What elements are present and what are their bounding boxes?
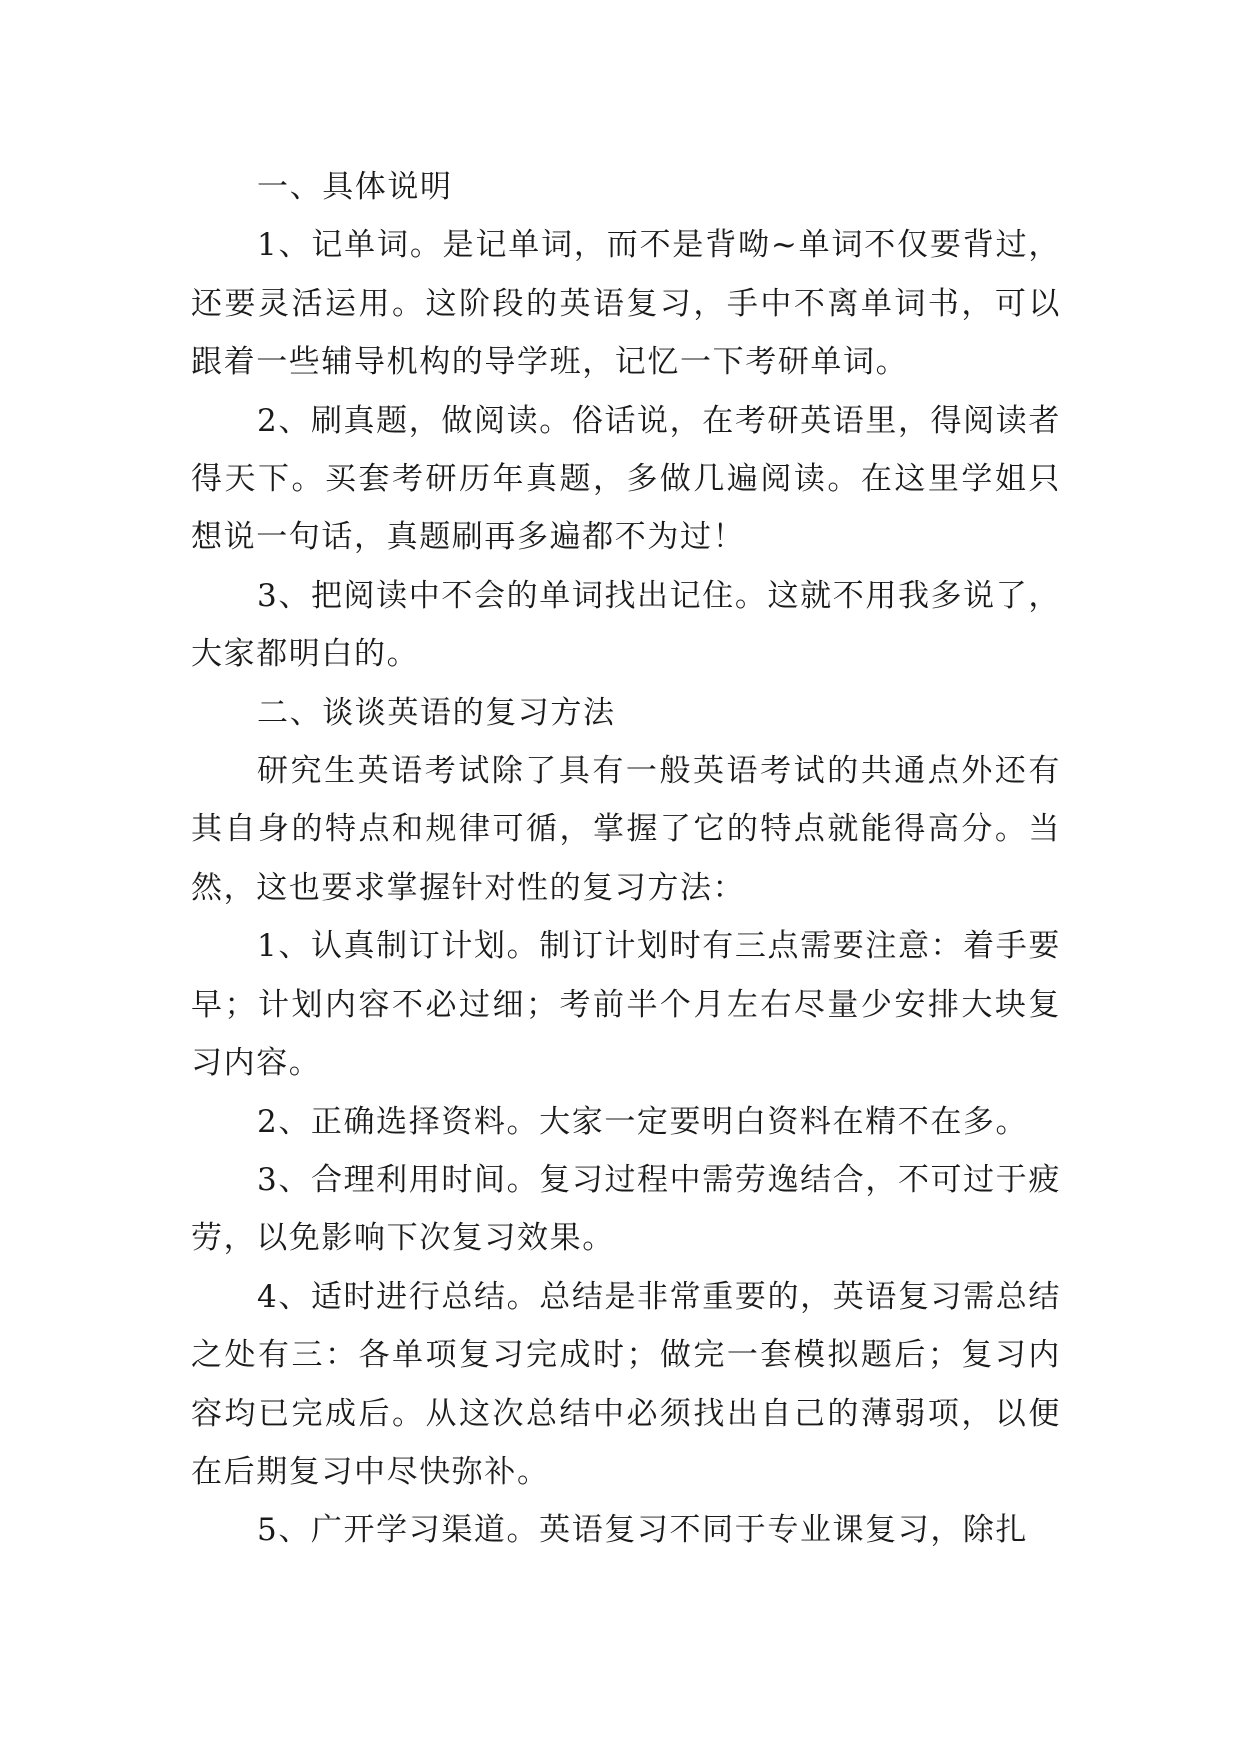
paragraph-memorize-words: 1、记单词。是记单词，而不是背呦~单词不仅要背过，还要灵活运用。这阶段的英语复习，手中不离单词书，可以跟着一些辅导机构的导学班，记忆一下考研单词。 [191,227,1061,381]
document-body [191,158,1061,1560]
paragraph-exam-intro: 研究生英语考试除了具有一般英语考试的共通点外还有其自身的特点和规律可循，掌握了它的特点就能得高分。当然，这也要求掌握针对性的复习方法： [191,753,1061,906]
section-heading-review-methods: 二、谈谈英语的复习方法 [257,694,616,731]
paragraph-past-exams: 2、刷真题，做阅读。俗话说，在考研英语里，得阅读者得天下。买套考研历年真题，多做几遍阅读。在这里学姐只想说一句话，真题刷再多遍都不为过！ [191,402,1061,556]
paragraph-choose-materials: 2、正确选择资料。大家一定要明白资料在精不在多。 [257,1103,1029,1140]
paragraph-summarize: 4、适时进行总结。总结是非常重要的，英语复习需总结之处有三：各单项复习完成时；做完一套模拟题后；复习内容均已完成后。从这次总结中必须找出自己的薄弱项，以便在后期复习中尽快弥补。 [191,1278,1061,1490]
paragraph-make-plan: 1、认真制订计划。制订计划时有三点需要注意：着手要早；计划内容不必过细；考前半个月左右尽量少安排大块复习内容。 [191,928,1061,1082]
section-heading-specific-notes: 一、具体说明 [257,169,453,205]
paragraph-learning-channels: 5、广开学习渠道。英语复习不同于专业课复习，除扎 [257,1512,1029,1549]
paragraph-use-time: 3、合理利用时间。复习过程中需劳逸结合，不可过于疲劳，以免影响下次复习效果。 [191,1161,1061,1257]
paragraph-unknown-words: 3、把阅读中不会的单词找出记住。这就不用我多说了，大家都明白的。 [191,577,1061,673]
